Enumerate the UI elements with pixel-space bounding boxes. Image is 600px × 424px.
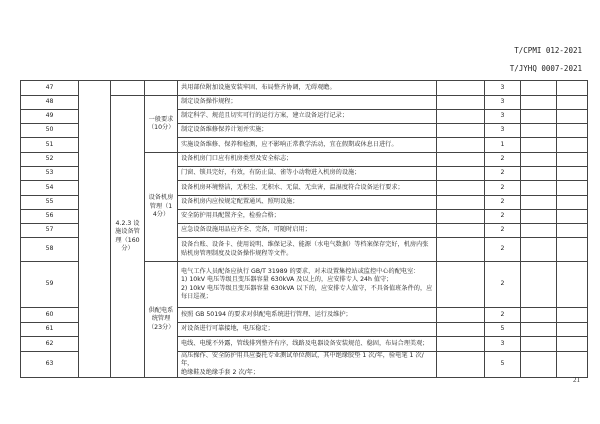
requirement-line: 高压操作、安全防护用具应委托专业测试单位测试，其中绝缘胶垫 1 次/年，验电笔 1 次/年， [181,352,424,368]
row-number: 59 [21,262,79,308]
blank-cell [437,337,485,352]
score-cell: 5 [485,323,521,337]
blank-cell [557,96,588,110]
blank-cell [557,238,588,262]
score-cell: 3 [485,124,521,138]
score-cell: 2 [485,210,521,224]
score-cell: 3 [485,337,521,352]
blank-cell [437,308,485,323]
requirement-line: 绝缘鞋及绝缘手套 2 次/年； [181,368,260,376]
requirement-text: 实施设备维修、保养和检测，应不影响正常教学活动，宜在假期或休息日进行。 [178,138,437,153]
blank-cell [557,210,588,224]
blank-cell [521,138,557,153]
requirement-text: 设备机房内应按规定配置通风、照明设施； [178,196,437,210]
blank-cell [437,181,485,196]
blank-cell [557,153,588,167]
requirement-text: 电线、电缆不外露，管线排列整齐有序，线路及电器设备安装规范、稳固，布局合理美观； [178,337,437,352]
blank-cell [521,210,557,224]
blank-cell [437,210,485,224]
row-number: 49 [21,110,79,124]
blank-cell [557,262,588,308]
requirement-text: 设备机房门口应有机房类型及安全标志； [178,153,437,167]
row-number: 57 [21,224,79,238]
score-cell: 2 [485,181,521,196]
row-number: 54 [21,181,79,196]
blank-cell [521,124,557,138]
blank-cell [437,238,485,262]
blank-cell [521,153,557,167]
blank-cell [557,323,588,337]
score-cell: 2 [485,167,521,181]
page-number: 21 [573,376,580,384]
blank-cell [437,323,485,337]
blank-cell [557,81,588,96]
row-number: 62 [21,337,79,352]
blank-cell [521,96,557,110]
blank-cell [437,96,485,110]
row-number: 56 [21,210,79,224]
requirement-text: 按照 GB 50194 的要求对供配电系统进行管理、运行及维护； [178,308,437,323]
blank-cell [521,337,557,352]
blank-cell [521,308,557,323]
row-number: 48 [21,96,79,110]
blank-cell [437,81,485,96]
blank-cell [521,181,557,196]
requirement-text: 对设备进行可靠接地，电压稳定； [178,323,437,337]
score-cell: 5 [485,352,521,378]
blank-cell [437,124,485,138]
score-cell: 2 [485,308,521,323]
requirement-text: 设备机房环境整洁，无积尘、无积水、无鼠、无虫害，温湿度符合设备运行要求； [178,181,437,196]
blank-cell [521,81,557,96]
blank-cell [437,224,485,238]
blank-cell [521,167,557,181]
table-row [21,81,588,96]
requirement-text: 制定设备维修保养计划并实施； [178,124,437,138]
blank-cell [557,224,588,238]
category-label: 4.2.3 设施设备管理（160分） [111,96,145,378]
blank-cell [521,352,557,378]
blank-cell [437,138,485,153]
blank-cell [557,308,588,323]
blank-cell [79,81,111,378]
score-cell: 2 [485,224,521,238]
blank-cell [557,196,588,210]
requirement-text: 共用部位附加设施安装牢固、布局整齐协调，无碍观瞻。 [178,81,437,96]
score-cell: 2 [485,196,521,210]
subgroup-label: 设备机房管理（14分） [145,153,178,262]
requirement-text: 制定设备操作规程； [178,96,437,110]
score-cell: 3 [485,81,521,96]
row-number: 61 [21,323,79,337]
requirement-text: 门窗、锁具完好，有效，有防止鼠、雀等小动物进入机房的设施； [178,167,437,181]
blank-cell [111,81,145,96]
row-number: 58 [21,238,79,262]
blank-cell [521,238,557,262]
row-number: 52 [21,153,79,167]
blank-cell [557,352,588,378]
row-number: 50 [21,124,79,138]
blank-cell [521,224,557,238]
score-cell: 2 [485,153,521,167]
blank-cell [557,124,588,138]
blank-cell [437,196,485,210]
requirement-text: 应急设备设施用品应齐全、完备，可随时启用； [178,224,437,238]
score-cell: 2 [485,262,521,308]
row-number: 47 [21,81,79,96]
blank-cell [521,262,557,308]
subgroup-label: 一般要求（10分） [145,96,178,153]
row-number: 51 [21,138,79,153]
blank-cell [145,81,178,96]
standard-code-2: T/JYHQ 0007-2021 [509,64,582,73]
blank-cell [521,323,557,337]
requirement-line: 1) 10kV 电压等级且变压器容量 630kVA 及以上的，应安排专人 24h 值守； [181,276,393,284]
score-cell: 3 [485,110,521,124]
blank-cell [437,110,485,124]
blank-cell [521,196,557,210]
requirement-text: 设备台账、设备卡、使用说明、维保记录、能源（水电气数据）等档案保存完好，机房内张贴机房管理制度及设备操作规程等文件。 [178,238,437,262]
blank-cell [437,352,485,378]
blank-cell [557,167,588,181]
standard-code-1: T/CPMI 012-2021 [514,46,582,55]
blank-cell [437,167,485,181]
score-cell: 3 [485,96,521,110]
blank-cell [557,110,588,124]
blank-cell [557,337,588,352]
row-number: 60 [21,308,79,323]
blank-cell [557,181,588,196]
row-number: 63 [21,352,79,378]
row-number: 55 [21,196,79,210]
row-number: 53 [21,167,79,181]
blank-cell [557,138,588,153]
requirement-text: 安全防护用具配置齐全，检验合格； [178,210,437,224]
blank-cell [437,153,485,167]
subgroup-label: 供配电系统管理（23分） [145,262,178,378]
score-cell: 2 [485,238,521,262]
evaluation-table [20,80,588,378]
requirement-text [178,262,437,308]
requirement-text: 制定科学、规范且切实可行的运行方案，建立设备运行记录； [178,110,437,124]
requirement-line: 电气工作人员配备应执行 GB/T 31989 的要求，对未设置集控站或监控中心的配电室： [181,267,420,275]
requirement-line: 2) 10kV 电压等级且变压器容量 630kVA 以下的，应安排专人值守，不具备值班条件的，应每日巡视； [181,284,433,300]
blank-cell [521,110,557,124]
requirement-text [178,352,437,378]
blank-cell [437,262,485,308]
score-cell: 1 [485,138,521,153]
